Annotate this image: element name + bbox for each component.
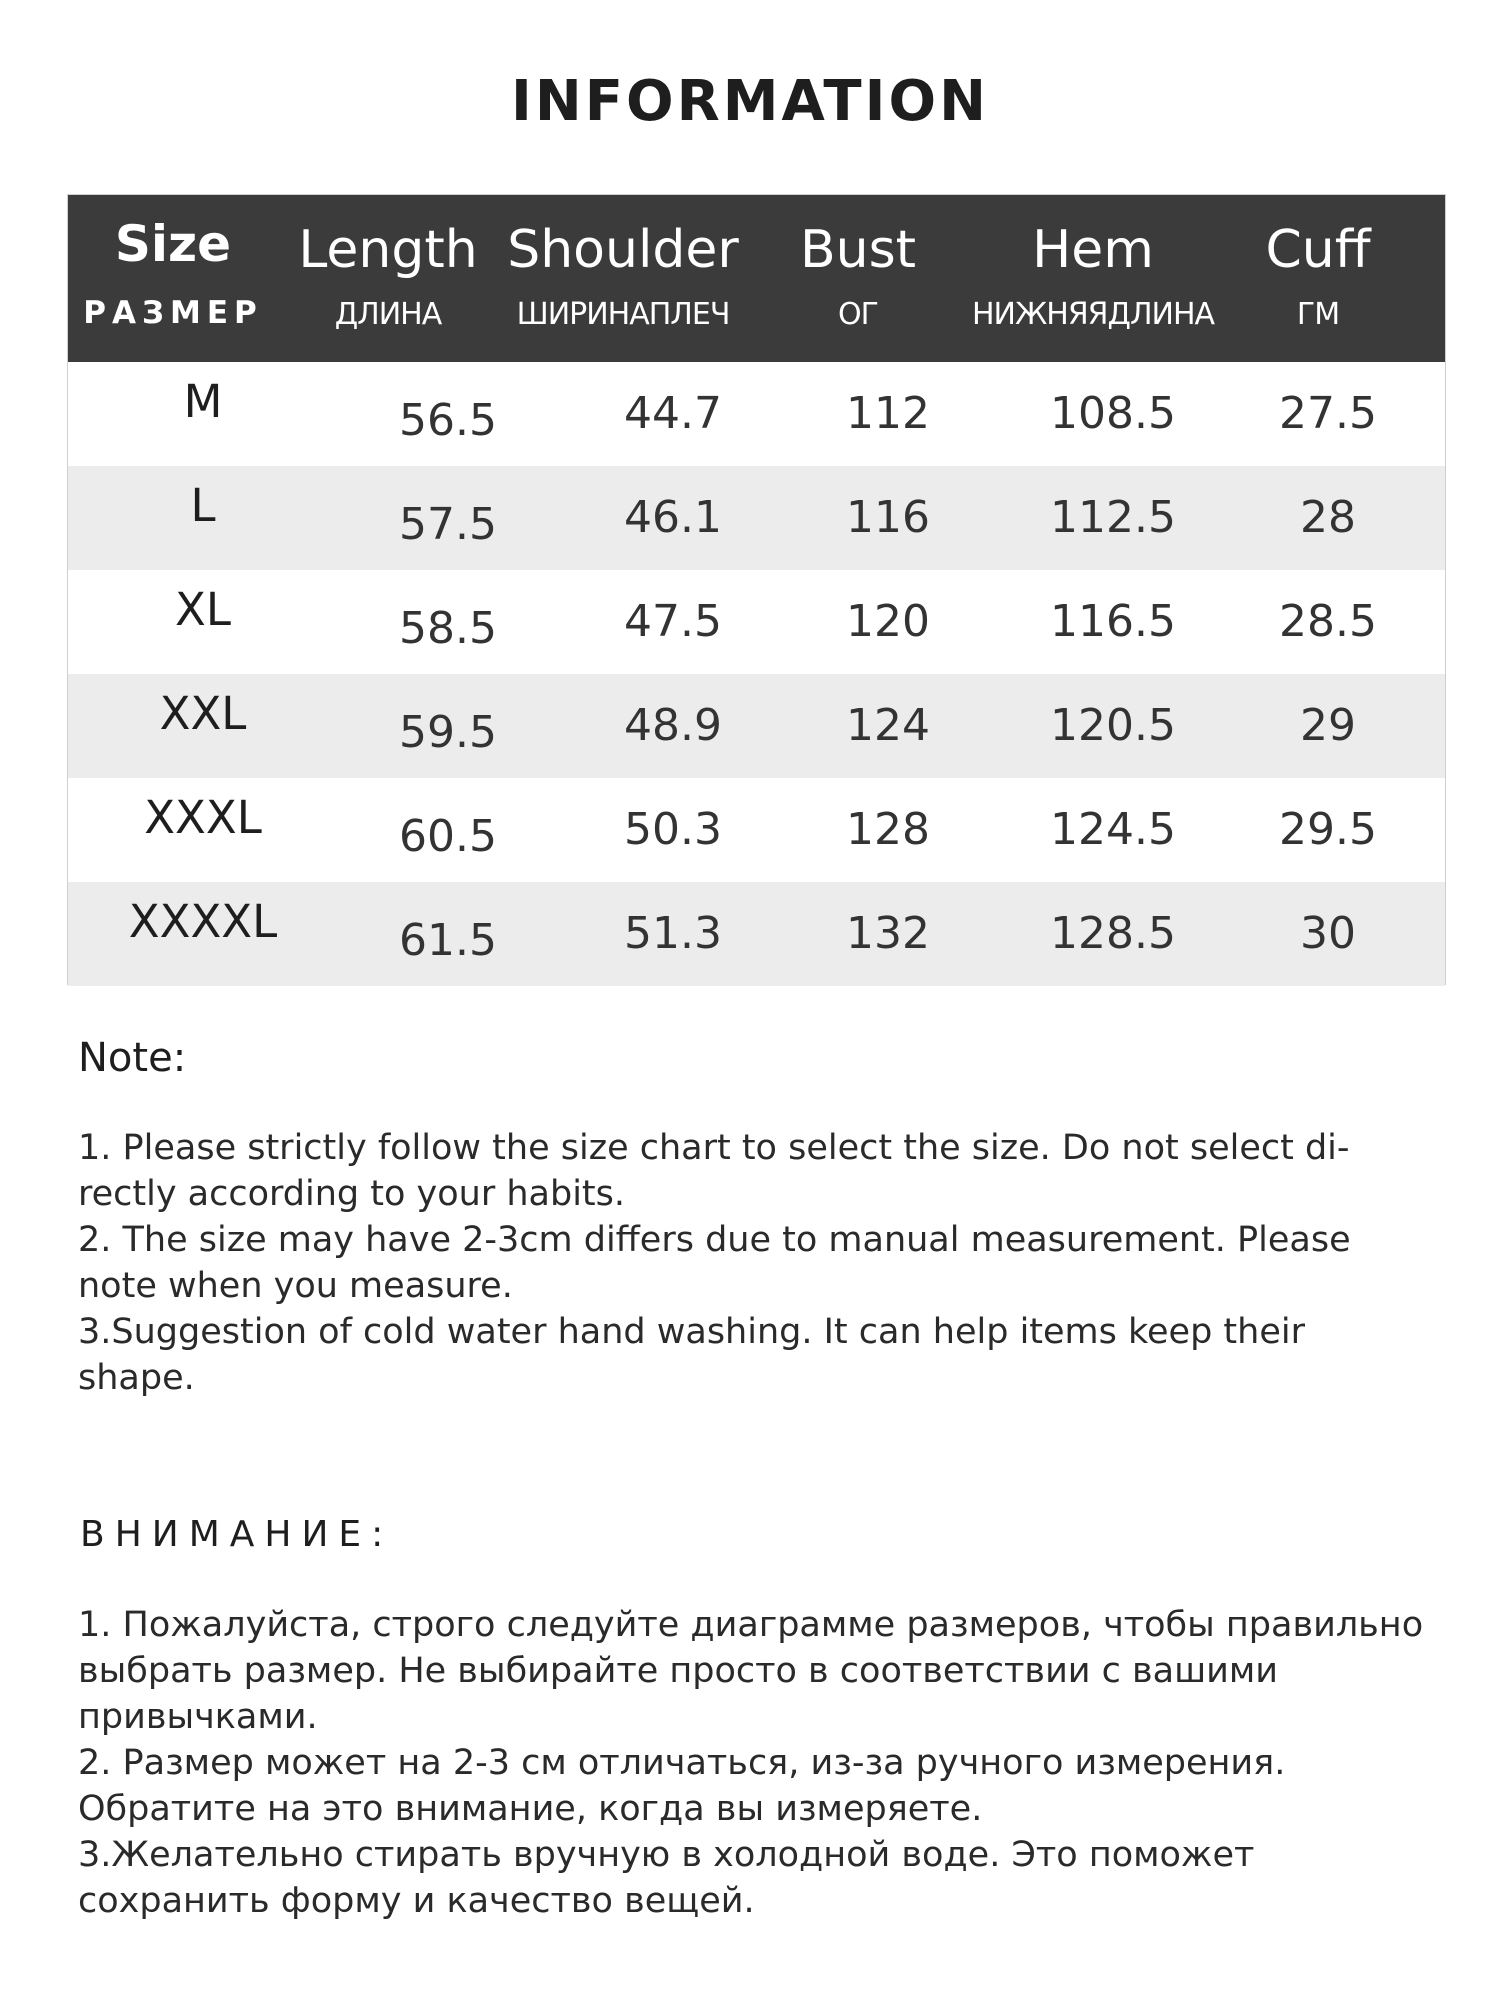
cell-cuff: 29 — [1300, 700, 1356, 751]
table-row — [68, 570, 1445, 674]
header-bust — [748, 195, 968, 362]
note-en-line: note when you measure. — [78, 1266, 513, 1306]
cell-shoulder: 50.3 — [624, 804, 722, 855]
note-en-line: shape. — [78, 1358, 195, 1398]
cell-size: XXXXL — [128, 895, 278, 948]
cell-shoulder: 46.1 — [624, 492, 722, 543]
cell-cuff: 28 — [1300, 492, 1356, 543]
note-en-line: rectly according to your habits. — [78, 1174, 626, 1214]
cell-size: XL — [175, 583, 231, 636]
note-ru-line: 3.Желательно стирать вручную в холодной воде. Это поможет — [78, 1835, 1255, 1875]
cell-cuff: 27.5 — [1279, 388, 1377, 439]
note-en-line: 2. The size may have 2-3cm differs due to manual measurement. Please — [78, 1220, 1351, 1260]
cell-cuff: 28.5 — [1279, 596, 1377, 647]
header-hem — [968, 195, 1218, 362]
header-length — [278, 195, 498, 362]
header-hem-ru: НИЖНЯЯДЛИНА — [971, 297, 1215, 332]
note-ru-line: Обратите на это внимание, когда вы измеряете. — [78, 1789, 983, 1829]
cell-shoulder: 51.3 — [624, 908, 722, 959]
table-row — [68, 882, 1445, 986]
cell-shoulder: 47.5 — [624, 596, 722, 647]
cell-length: 60.5 — [399, 811, 497, 862]
header-shoulder-en: Shoulder — [507, 220, 739, 280]
table-row — [68, 362, 1445, 466]
note-ru-text — [78, 1602, 1428, 1924]
cell-bust: 116 — [846, 492, 930, 543]
header-cuff-en: Cuff — [1265, 220, 1371, 280]
cell-shoulder: 48.9 — [624, 700, 722, 751]
cell-cuff: 30 — [1300, 908, 1356, 959]
cell-bust: 120 — [846, 596, 930, 647]
cell-bust: 128 — [846, 804, 930, 855]
header-size-ru: РАЗМЕР — [83, 295, 263, 331]
cell-size: XXXL — [144, 791, 262, 844]
cell-hem: 124.5 — [1050, 804, 1176, 855]
cell-bust: 112 — [846, 388, 930, 439]
header-size-en: Size — [114, 215, 232, 273]
note-heading: Note: — [78, 1035, 187, 1081]
header-length-en: Length — [298, 220, 478, 280]
cell-size: XXL — [159, 687, 247, 740]
header-bust-ru: ОГ — [838, 297, 878, 332]
note-ru-line: выбрать размер. Не выбирайте просто в соответствии с вашими — [78, 1651, 1279, 1691]
header-size — [68, 195, 278, 362]
cell-shoulder: 44.7 — [624, 388, 722, 439]
cell-cuff: 29.5 — [1279, 804, 1377, 855]
header-length-ru: ДЛИНА — [334, 297, 442, 332]
note-en-line: 3.Suggestion of cold water hand washing. It can help items keep their — [78, 1312, 1305, 1352]
cell-hem: 120.5 — [1050, 700, 1176, 751]
note-ru-line: 2. Размер может на 2-3 см отличаться, из-за ручного измерения. — [78, 1743, 1286, 1783]
header-cuff — [1218, 195, 1418, 362]
cell-length: 57.5 — [399, 499, 497, 550]
cell-length: 56.5 — [399, 395, 497, 446]
note-ru-line: привычками. — [78, 1697, 318, 1737]
cell-length: 58.5 — [399, 603, 497, 654]
cell-hem: 112.5 — [1050, 492, 1176, 543]
cell-size: L — [190, 479, 216, 532]
header-hem-en: Hem — [1032, 220, 1154, 280]
cell-hem: 108.5 — [1050, 388, 1176, 439]
header-shoulder — [498, 195, 748, 362]
header-bust-en: Bust — [799, 220, 917, 280]
note-en-text — [78, 1125, 1418, 1401]
size-table — [67, 194, 1446, 985]
cell-bust: 132 — [846, 908, 930, 959]
table-row — [68, 778, 1445, 882]
cell-size: M — [183, 375, 223, 428]
page-title: INFORMATION — [511, 69, 989, 134]
cell-length: 61.5 — [399, 915, 497, 966]
note-ru-line: 1. Пожалуйста, строго следуйте диаграмме размеров, чтобы правильно — [78, 1605, 1424, 1645]
note-ru-heading: ВНИМАНИЕ: — [80, 1514, 394, 1555]
cell-hem: 128.5 — [1050, 908, 1176, 959]
header-cuff-ru: ГМ — [1296, 297, 1340, 332]
cell-hem: 116.5 — [1050, 596, 1176, 647]
cell-bust: 124 — [846, 700, 930, 751]
note-ru-line: сохранить форму и качество вещей. — [78, 1881, 755, 1921]
note-en-line: 1. Please strictly follow the size chart to select the size. Do not select di- — [78, 1128, 1350, 1168]
table-header — [68, 195, 1445, 362]
header-shoulder-ru: ШИРИНАПЛЕЧ — [516, 297, 730, 332]
table-row — [68, 674, 1445, 778]
table-row — [68, 466, 1445, 570]
cell-length: 59.5 — [399, 707, 497, 758]
